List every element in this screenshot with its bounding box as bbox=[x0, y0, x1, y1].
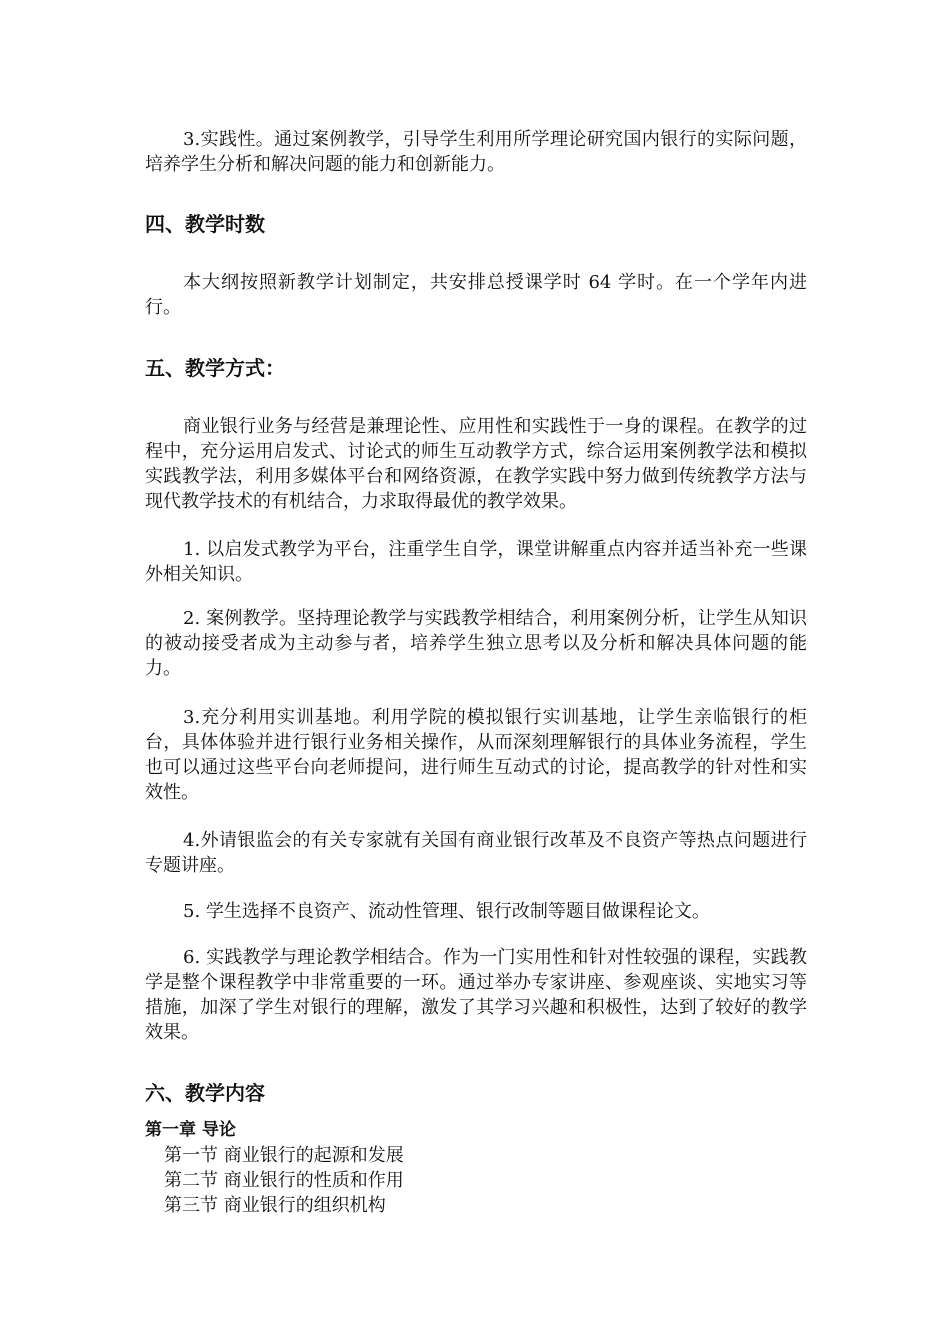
teaching-method-heading: 五、教学方式： bbox=[145, 356, 285, 380]
method-item: 4.外请银监会的有关专家就有关国有商业银行改革及不良资产等热点问题进行专题讲座。 bbox=[145, 830, 807, 876]
teaching-hours-paragraph: 本大纲按照新教学计划制定，共安排总授课学时 64 学时。在一个学年内进行。 bbox=[145, 272, 807, 318]
chapter-title: 第一章 导论 bbox=[145, 1120, 236, 1140]
chapter-section-item: 第二节 商业银行的性质和作用 bbox=[164, 1170, 404, 1191]
method-item: 6. 实践教学与理论教学相结合。作为一门实用性和针对性较强的课程，实践教学是整个课程教学中非常重要的一环。通过举办专家讲座、参观座谈、实地实习等措施，加深了学生对银行的理解，激发了其学习兴趣和积极性，达到了较好的教学效果。 bbox=[145, 947, 807, 1043]
teaching-method-intro: 商业银行业务与经营是兼理论性、应用性和实践性于一身的课程。在教学的过程中，充分运用启发式、讨论式的师生互动教学方式，综合运用案例教学法和模拟实践教学法，利用多媒体平台和网络资源，在教学实践中努力做到传统教学方法与现代教学技术的有机结合，力求取得最优的教学效果。 bbox=[145, 416, 807, 512]
practice-point-paragraph: 3.实践性。通过案例教学，引导学生利用所学理论研究国内银行的实际问题，培养学生分析和解决问题的能力和创新能力。 bbox=[145, 129, 807, 175]
method-item: 3.充分利用实训基地。利用学院的模拟银行实训基地，让学生亲临银行的柜台，具体体验并进行银行业务相关操作，从而深刻理解银行的具体业务流程，学生也可以通过这些平台向老师提问，进行师生互动式的讨论，提高教学的针对性和实效性。 bbox=[145, 707, 807, 803]
teaching-content-heading: 六、教学内容 bbox=[145, 1081, 265, 1105]
chapter-section-item: 第三节 商业银行的组织机构 bbox=[164, 1195, 386, 1216]
method-item: 5. 学生选择不良资产、流动性管理、银行改制等题目做课程论文。 bbox=[183, 901, 710, 922]
method-item: 1. 以启发式教学为平台，注重学生自学，课堂讲解重点内容并适当补充一些课外相关知识。 bbox=[145, 539, 807, 585]
teaching-hours-heading: 四、教学时数 bbox=[145, 212, 265, 236]
chapter-section-item: 第一节 商业银行的起源和发展 bbox=[164, 1145, 404, 1166]
method-item: 2. 案例教学。坚持理论教学与实践教学相结合，利用案例分析，让学生从知识的被动接受者成为主动参与者，培养学生独立思考以及分析和解决具体问题的能力。 bbox=[145, 608, 807, 679]
